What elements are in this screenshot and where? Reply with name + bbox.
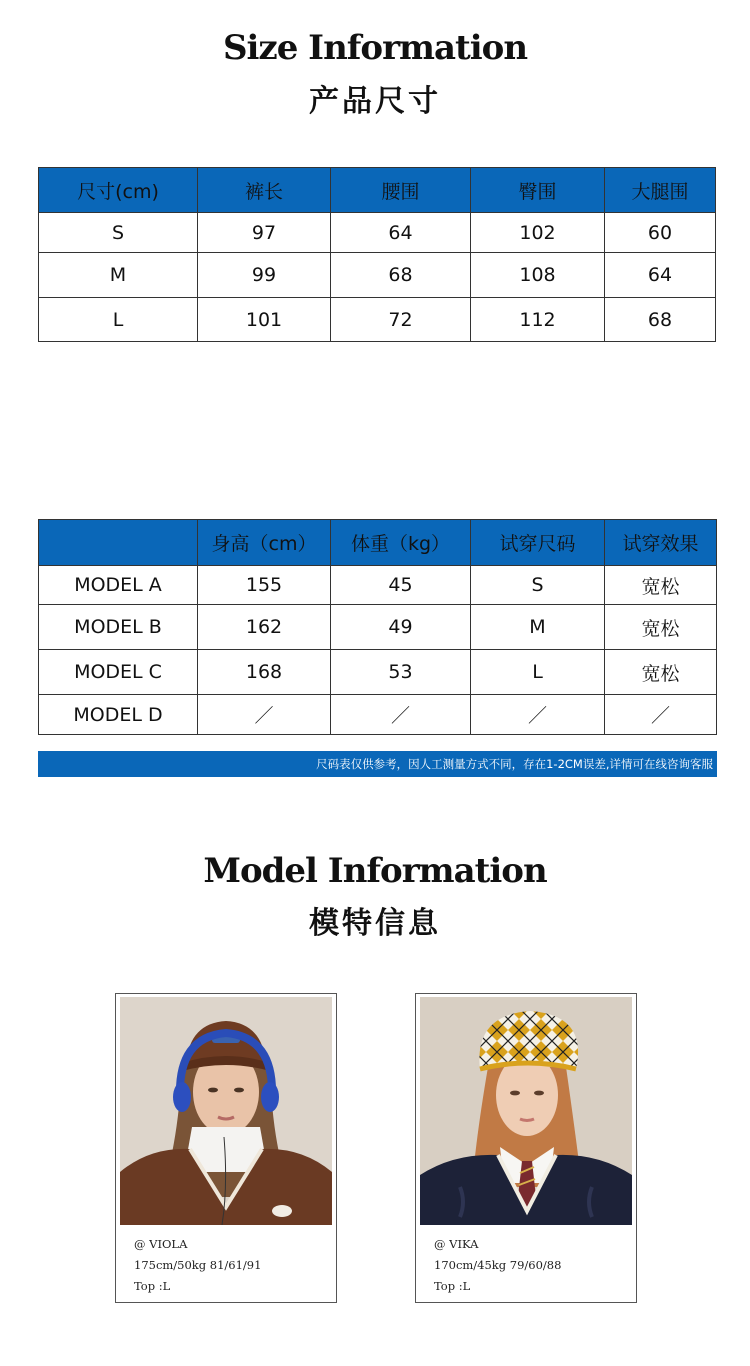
size-table (38, 167, 716, 342)
table-cell: MODEL D (39, 695, 198, 735)
table-cell: 68 (605, 298, 716, 342)
fit-table-header-row (39, 520, 717, 566)
size-info-title: Size Information (222, 28, 528, 68)
table-row (39, 253, 716, 298)
table-row (39, 605, 717, 650)
table-cell: 168 (198, 650, 331, 695)
size-disclaimer-note: 尺码表仅供参考，因人工测量方式不同，存在1-2CM误差,详情可在线咨询客服 (38, 751, 717, 777)
model-size: Top :L (434, 1279, 471, 1293)
model-info-viola (134, 1234, 261, 1297)
table-cell: 宽松 (605, 605, 717, 650)
model-info-vika (434, 1234, 561, 1297)
model-fit-table (38, 519, 717, 735)
table-cell: 宽松 (605, 566, 717, 605)
size-info-title-cn: 产品尺寸 (309, 84, 441, 119)
header-cell (39, 520, 198, 566)
table-cell: ／ (331, 695, 471, 735)
table-cell: S (39, 213, 198, 253)
size-table-header-row (39, 168, 716, 213)
header-cell: 身高（cm） (198, 520, 331, 566)
model-info-title: Model Information (203, 851, 547, 891)
table-row (39, 695, 717, 735)
table-cell: ／ (471, 695, 605, 735)
table-cell: ／ (198, 695, 331, 735)
table-cell: 64 (331, 213, 471, 253)
model-stats: 175cm/50kg 81/61/91 (134, 1258, 262, 1272)
table-row (39, 298, 716, 342)
table-cell: 49 (331, 605, 471, 650)
header-cell: 试穿尺码 (471, 520, 605, 566)
header-cell: 体重（kg） (331, 520, 471, 566)
table-row (39, 566, 717, 605)
table-cell: L (471, 650, 605, 695)
header-cell: 试穿效果 (605, 520, 717, 566)
model-card-viola (115, 993, 337, 1303)
table-row (39, 650, 717, 695)
table-cell: 97 (198, 213, 331, 253)
model-photo-viola (120, 997, 332, 1225)
table-cell: MODEL B (39, 605, 198, 650)
table-cell: 45 (331, 566, 471, 605)
table-cell: 108 (471, 253, 605, 298)
table-cell: 162 (198, 605, 331, 650)
model-photo-viola-illustration (120, 997, 332, 1225)
table-cell: MODEL C (39, 650, 198, 695)
header-cell: 尺寸(cm) (39, 168, 198, 213)
table-cell: 53 (331, 650, 471, 695)
header-cell: 裤长 (198, 168, 331, 213)
model-photo-vika-illustration (420, 997, 632, 1225)
table-cell: 112 (471, 298, 605, 342)
model-photo-vika (420, 997, 632, 1225)
table-cell: 宽松 (605, 650, 717, 695)
table-cell: 72 (331, 298, 471, 342)
model-size: Top :L (134, 1279, 171, 1293)
table-cell: 155 (198, 566, 331, 605)
model-stats: 170cm/45kg 79/60/88 (434, 1258, 562, 1272)
model-info-title-cn: 模特信息 (309, 906, 441, 941)
header-cell: 腰围 (331, 168, 471, 213)
table-cell: 102 (471, 213, 605, 253)
table-cell: S (471, 566, 605, 605)
model-card-vika (415, 993, 637, 1303)
table-cell: MODEL A (39, 566, 198, 605)
table-cell: M (39, 253, 198, 298)
header-cell: 大腿围 (605, 168, 716, 213)
table-cell: L (39, 298, 198, 342)
table-cell: 68 (331, 253, 471, 298)
table-cell: ／ (605, 695, 717, 735)
table-cell: 101 (198, 298, 331, 342)
header-cell: 臀围 (471, 168, 605, 213)
table-cell: 60 (605, 213, 716, 253)
model-name: @ VIOLA (134, 1237, 188, 1251)
table-row (39, 213, 716, 253)
table-cell: M (471, 605, 605, 650)
table-cell: 99 (198, 253, 331, 298)
table-cell: 64 (605, 253, 716, 298)
model-name: @ VIKA (434, 1237, 479, 1251)
